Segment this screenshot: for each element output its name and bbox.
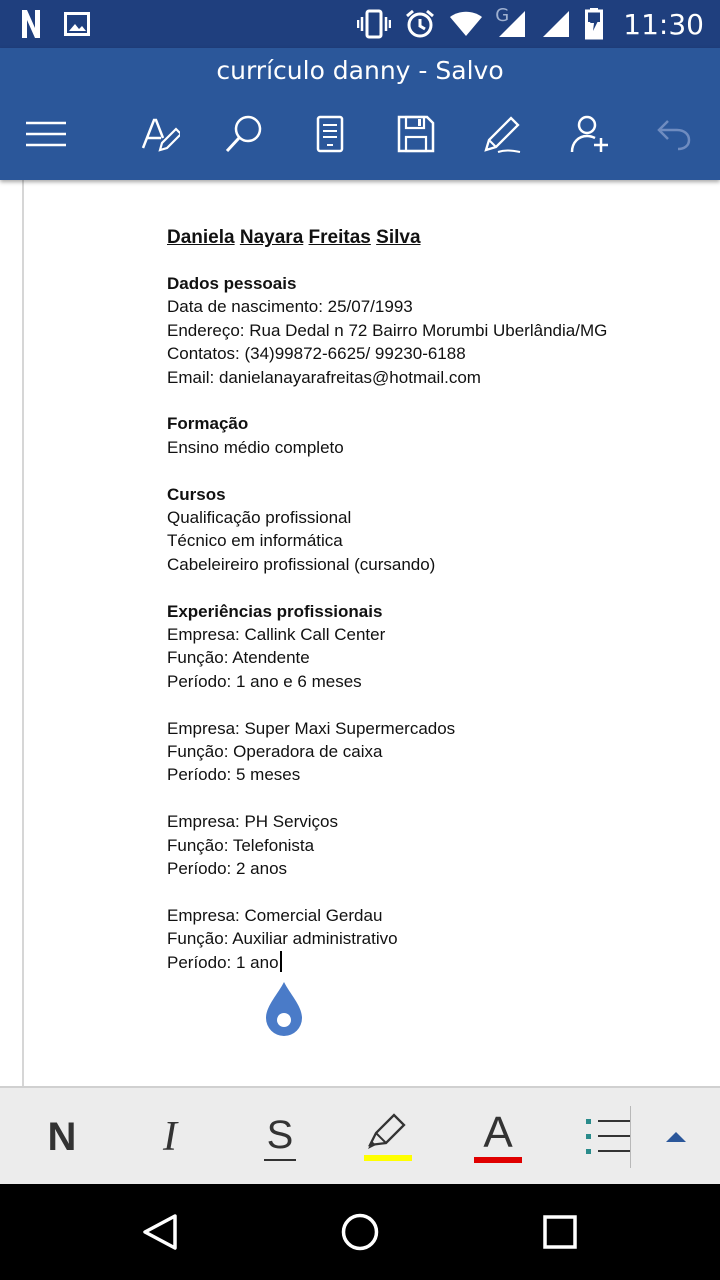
image-icon — [64, 12, 90, 36]
expand-ribbon-button[interactable] — [640, 1088, 712, 1186]
undo-button[interactable] — [646, 110, 702, 158]
job-role: Função: Operadora de caixa — [167, 742, 383, 762]
format-text-button[interactable] — [132, 110, 188, 158]
text-line: Data de nascimento: 25/07/1993 — [167, 297, 413, 317]
menu-icon — [25, 120, 67, 148]
font-color-button[interactable] — [458, 1088, 538, 1186]
highlighter-icon — [364, 1113, 412, 1161]
name-part: Freitas — [308, 227, 371, 248]
font-color-letter: A — [483, 1108, 513, 1157]
caret-up-icon — [665, 1131, 687, 1143]
reading-view-button[interactable] — [302, 110, 358, 158]
job-period: Período: 1 ano e 6 meses — [167, 671, 362, 691]
highlight-button[interactable] — [348, 1088, 428, 1186]
document-page[interactable] — [167, 224, 687, 974]
font-color-swatch — [474, 1157, 522, 1163]
format-bar — [0, 1086, 720, 1184]
name-part: Nayara — [239, 227, 304, 248]
netflix-icon — [20, 8, 42, 40]
toolbar — [0, 110, 720, 158]
home-button[interactable] — [312, 1184, 408, 1280]
page-margin-line — [22, 180, 24, 1086]
text-line: Email: danielanayarafreitas@hotmail.com — [167, 367, 481, 387]
recents-icon — [543, 1215, 577, 1249]
job-company: Empresa: PH Serviços — [167, 812, 338, 832]
job-company: Empresa: Super Maxi Supermercados — [167, 718, 456, 738]
undo-icon — [656, 117, 692, 151]
reading-view-icon — [316, 115, 344, 153]
bold-label: N — [47, 1114, 77, 1159]
format-bar-divider — [630, 1106, 631, 1168]
job-entry — [167, 904, 687, 974]
section-experience — [167, 600, 687, 974]
highlight-color-swatch — [364, 1155, 412, 1161]
cursor-handle-icon — [264, 980, 304, 1040]
save-icon — [397, 115, 435, 153]
selection-handle[interactable] — [264, 980, 304, 1045]
resume-name — [167, 224, 687, 252]
bullet-list-button[interactable] — [568, 1088, 648, 1186]
job-company: Empresa: Callink Call Center — [167, 625, 386, 645]
job-role: Função: Auxiliar administrativo — [167, 929, 398, 949]
strike-letter: S — [266, 1113, 294, 1157]
strike-underline — [264, 1159, 296, 1161]
navigation-bar — [0, 1184, 720, 1280]
status-time: 11:30 — [623, 7, 704, 41]
job-period: Período: 2 anos — [167, 859, 288, 879]
text-line: Ensino médio completo — [167, 437, 344, 457]
strikethrough-label — [264, 1113, 296, 1161]
job-role: Função: Atendente — [167, 648, 310, 668]
section-heading: Dados pessoais — [167, 274, 297, 293]
bullet-list-icon — [584, 1117, 632, 1157]
draw-pen-icon — [482, 114, 522, 154]
italic-button[interactable] — [130, 1088, 210, 1186]
search-button[interactable] — [216, 110, 272, 158]
document-canvas[interactable] — [0, 180, 720, 1086]
back-icon — [141, 1212, 179, 1252]
job-period: Período: 5 meses — [167, 765, 301, 785]
text-line: Endereço: Rua Dedal n 72 Bairro Morumbi Uberlândia/MG — [167, 320, 608, 340]
font-color-icon — [474, 1108, 522, 1163]
job-period: Período: 1 ano — [167, 952, 279, 972]
status-bar — [0, 0, 720, 48]
job-period-last — [167, 951, 687, 974]
network-type-label: G — [495, 5, 510, 26]
document-title: currículo danny - Salvo — [216, 56, 504, 85]
text-cursor — [280, 951, 282, 972]
name-part: Silva — [376, 227, 421, 248]
bold-button[interactable] — [22, 1088, 102, 1186]
strikethrough-button[interactable] — [240, 1088, 320, 1186]
battery-charging-icon — [585, 8, 603, 40]
job-company: Empresa: Comercial Gerdau — [167, 905, 383, 925]
format-text-icon — [140, 114, 180, 154]
job-entry — [167, 717, 687, 787]
menu-button[interactable] — [18, 110, 74, 158]
home-icon — [340, 1212, 380, 1252]
text-line: Técnico em informática — [167, 531, 343, 551]
text-line: Qualificação profissional — [167, 508, 352, 528]
alarm-icon — [405, 9, 435, 39]
signal-icon — [541, 9, 571, 39]
back-button[interactable] — [112, 1184, 208, 1280]
section-heading: Experiências profissionais — [167, 601, 383, 621]
name-part: Daniela — [167, 227, 235, 248]
text-line: Cabeleireiro profissional (cursando) — [167, 554, 436, 574]
section-heading: Formação — [167, 414, 249, 434]
text-line: Contatos: (34)99872-6625/ 99230-6188 — [167, 344, 466, 364]
italic-label: I — [163, 1114, 177, 1160]
recents-button[interactable] — [512, 1184, 608, 1280]
app-bar — [0, 48, 720, 180]
save-button[interactable] — [388, 110, 444, 158]
share-button[interactable] — [562, 110, 618, 158]
vibrate-icon — [357, 9, 391, 39]
share-person-icon — [569, 114, 611, 154]
job-role: Função: Telefonista — [167, 835, 315, 855]
section-personal — [167, 272, 687, 389]
section-heading: Cursos — [167, 484, 226, 504]
search-icon — [224, 114, 264, 154]
section-education — [167, 412, 687, 459]
section-courses — [167, 483, 687, 577]
wifi-icon — [449, 11, 483, 37]
draw-button[interactable] — [474, 110, 530, 158]
signal-icon — [495, 5, 527, 39]
job-entry — [167, 810, 687, 880]
